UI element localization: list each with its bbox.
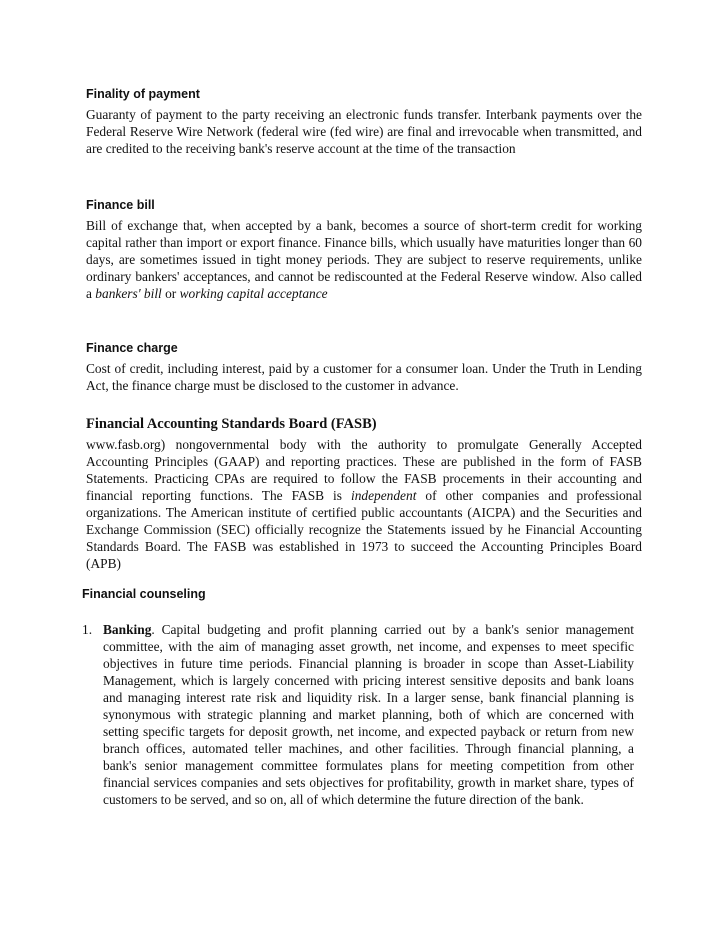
entry-financial-counseling <box>82 586 638 603</box>
entry-title: Finality of payment <box>86 87 200 101</box>
definition-text: of other companies and professional organizations. The American institute of certified public accountants (AICPA) and the Securities and Exchange Commission (SEC) officially recognize the Statements issued by he Financial Accounting Standards Board. The FASB was established in 1973 to succeed the Accounting Principles Board (APB) <box>86 488 642 571</box>
counseling-list <box>82 621 634 808</box>
entry-definition: Cost of credit, including interest, paid by a customer for a consumer loan. Under the Truth in Lending Act, the finance charge must be disclosed to the customer in advance. <box>86 361 642 393</box>
alias-term: bankers' bill <box>95 286 162 301</box>
entry-title: Finance charge <box>86 341 178 355</box>
entry-finality-of-payment <box>86 86 642 157</box>
entry-title: Financial counseling <box>82 587 206 601</box>
list-item-text <box>103 621 634 808</box>
alias-joiner: or <box>161 286 180 301</box>
list-item <box>82 621 634 808</box>
entry-title: Financial Accounting Standards Board (FASB) <box>86 416 377 432</box>
alias-term: working capital acceptance <box>179 286 328 301</box>
entry-definition <box>86 217 642 302</box>
entry-finance-bill <box>86 197 642 302</box>
list-number: 1. <box>82 622 93 637</box>
definition-text: www.fasb.org) nongovernmental body with the authority to promulgate Generally Accepted Accounting Principles (GAAP) and reporting practices. These are published in the form of FASB Statements. Practicing CPAs are required to follow the FASB procements in their accounting and financial reporting functions. The FASB is <box>86 437 642 503</box>
emphasis-term: independent <box>350 488 417 503</box>
entry-title: Finance bill <box>86 198 155 212</box>
definition-text: Bill of exchange that, when accepted by a bank, becomes a source of short-term credit for working capital rather than import or export finance. Finance bills, which usually have maturities longer than 60 days, are sometimes issued in tight money periods. They are subject to reserve requirements, unlike ordinary bankers' acceptances, and cannot be rediscounted at the Federal Reserve window. Also called a <box>86 218 642 301</box>
entry-definition: Guaranty of payment to the party receiving an electronic funds transfer. Interbank payments over the Federal Reserve Wire Network (federal wire (fed wire) are final and irrevocable when transmitted, and are credited to the receiving bank's reserve account at the time of the transaction <box>86 107 642 156</box>
entry-finance-charge <box>86 340 642 394</box>
entry-definition <box>86 436 642 572</box>
entry-fasb <box>86 415 642 572</box>
list-definition: . Capital budgeting and profit planning carried out by a bank's senior management committee, with the aim of managing asset growth, net income, and expenses to meet specific objectives in future time periods. Financial planning is broader in scope than Asset-Liability Management, which is largely concerned with pricing interest sensitive deposits and bank loans and managing interest rate risk and liquidity risk. In a larger sense, bank financial planning is synonymous with strategic planning and market planning, both of which are concerned with setting specific targets for deposit growth, net income, and expected payback or return from new branch offices, automated teller machines, and other facilities. Through financial planning, a bank's senior management committee formulates plans for meeting competition from other financial services companies and sets objectives for profitability, growth in market share, types of customers to be served, and so on, all of which determine the future direction of the bank. <box>103 622 634 807</box>
list-term: Banking <box>103 622 152 637</box>
